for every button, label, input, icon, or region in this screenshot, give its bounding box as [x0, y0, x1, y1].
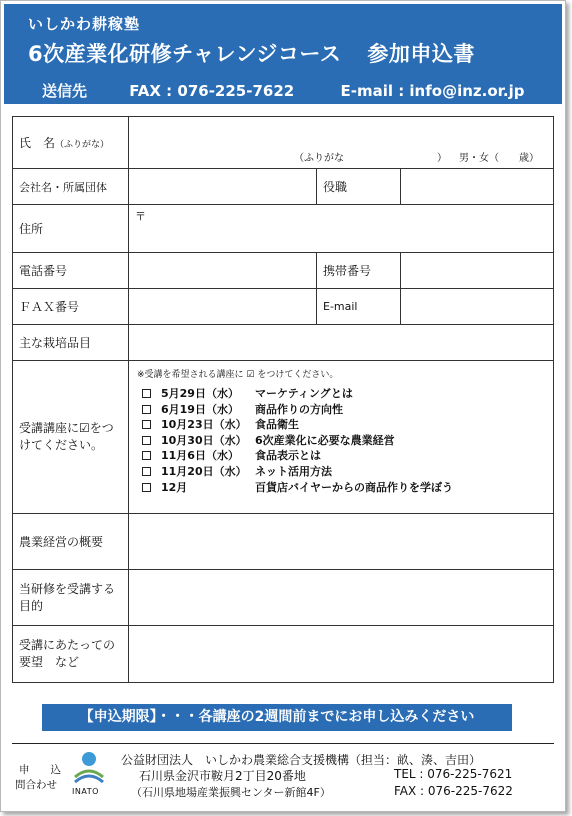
email-label: E-mail — [317, 289, 401, 325]
crops-field[interactable] — [129, 325, 554, 361]
inato-logo — [71, 749, 107, 795]
address-label: 住所 — [13, 205, 129, 253]
course-title: 商品作りの方向性 — [255, 402, 343, 416]
course-item[interactable] — [137, 464, 545, 480]
course-checkbox[interactable] — [142, 389, 151, 398]
course-checkbox[interactable] — [142, 467, 151, 476]
course-checkbox[interactable] — [142, 436, 151, 445]
course-title: ネット活用方法 — [255, 464, 332, 478]
courses-label: 受講講座に☑をつけてください。 — [13, 361, 129, 514]
course-date: 10月23日（水） — [161, 418, 247, 432]
courses-note: ※受講を希望される講座に ☑ をつけてください。 — [137, 370, 339, 380]
name-label: 氏 名 — [19, 136, 56, 150]
course-title: 6次産業化研修チャレンジコース — [28, 42, 342, 66]
form-title — [28, 38, 475, 68]
course-date: 10月30日（水） — [161, 433, 247, 447]
course-item[interactable] — [137, 417, 545, 433]
course-item[interactable] — [137, 433, 545, 449]
fax-field[interactable] — [129, 289, 317, 325]
course-item[interactable] — [137, 386, 545, 402]
footer-label-apply: 申 込 — [19, 764, 61, 776]
footer-org: 公益財団法人 いしかわ農業総合支援機構（担当：畝、湊、吉田） — [121, 753, 482, 767]
course-title: マーケティングとは — [255, 387, 353, 400]
footer-fax: FAX : 076-225-7622 — [394, 784, 513, 798]
send-label: 送信先 — [42, 82, 88, 100]
footer-divider — [12, 743, 554, 744]
crops-label: 主な栽培品目 — [13, 325, 129, 361]
overview-label: 農業経営の概要 — [13, 514, 129, 570]
footer-building: （石川県地場産業振興センター新館4F） — [131, 786, 331, 799]
postal-mark: 〒 — [135, 210, 146, 223]
position-label: 役職 — [317, 169, 401, 205]
course-item[interactable] — [137, 402, 545, 418]
overview-field[interactable] — [129, 514, 554, 570]
course-title: 百貨店バイヤーからの商品作りを学ぼう — [255, 480, 453, 494]
course-checkbox[interactable] — [142, 420, 151, 429]
name-furigana-label: （ふりがな） — [55, 140, 110, 150]
application-table — [12, 116, 554, 683]
course-item[interactable] — [137, 448, 545, 464]
furigana-note: （ふりがな — [294, 153, 344, 164]
position-field[interactable] — [401, 169, 554, 205]
mobile-field[interactable] — [401, 253, 554, 289]
company-label: 会社名・所属団体 — [13, 169, 129, 205]
course-checkbox[interactable] — [142, 451, 151, 460]
mobile-label: 携帯番号 — [317, 253, 401, 289]
purpose-label: 当研修を受講する目的 — [13, 570, 129, 626]
phone-field[interactable] — [129, 253, 317, 289]
course-checkbox[interactable] — [142, 483, 151, 492]
name-field[interactable] — [129, 117, 554, 169]
requests-label: 受講にあたっての要望 など — [13, 626, 129, 683]
header-email: E-mail : info@inz.or.jp — [340, 82, 525, 100]
furigana-close: ） — [437, 153, 447, 164]
purpose-field[interactable] — [129, 570, 554, 626]
course-title: 6次産業化に必要な農業経営 — [255, 433, 395, 447]
header-banner — [4, 4, 562, 104]
logo-text: INATO — [72, 787, 99, 796]
address-field[interactable] — [129, 205, 554, 253]
course-list — [137, 386, 545, 495]
organizer-name: いしかわ耕稼塾 — [28, 15, 141, 33]
course-item[interactable] — [137, 480, 545, 496]
deadline-banner: 【申込期限】・・・各講座の2週間前までにお申し込みください — [42, 704, 512, 731]
header-fax: FAX : 076-225-7622 — [129, 82, 295, 100]
phone-label: 電話番号 — [13, 253, 129, 289]
course-title: 食品表示とは — [255, 449, 321, 463]
footer-label-inquiry: 問合わせ — [15, 779, 57, 791]
course-checkbox[interactable] — [142, 405, 151, 414]
course-date: 12月 — [161, 480, 188, 494]
send-to-contact — [42, 80, 524, 101]
sex-age-field: 男・女（ 歳） — [459, 153, 539, 164]
fax-label: ＦＡＸ番号 — [13, 289, 129, 325]
footer-tel: TEL : 076-225-7621 — [394, 767, 513, 781]
course-date: 11月6日（水） — [161, 449, 239, 463]
course-title: 食品衛生 — [255, 418, 299, 432]
requests-field[interactable] — [129, 626, 554, 683]
form-type: 参加申込書 — [367, 42, 475, 66]
footer-address: 石川県金沢市鞍月2丁目20番地 — [139, 769, 306, 783]
email-field[interactable] — [401, 289, 554, 325]
courses-cell — [129, 361, 554, 514]
company-field[interactable] — [129, 169, 317, 205]
course-date: 6月19日（水） — [161, 402, 239, 416]
name-label-cell — [13, 117, 129, 169]
course-date: 11月20日（水） — [161, 464, 247, 478]
course-date: 5月29日（水） — [161, 387, 239, 400]
